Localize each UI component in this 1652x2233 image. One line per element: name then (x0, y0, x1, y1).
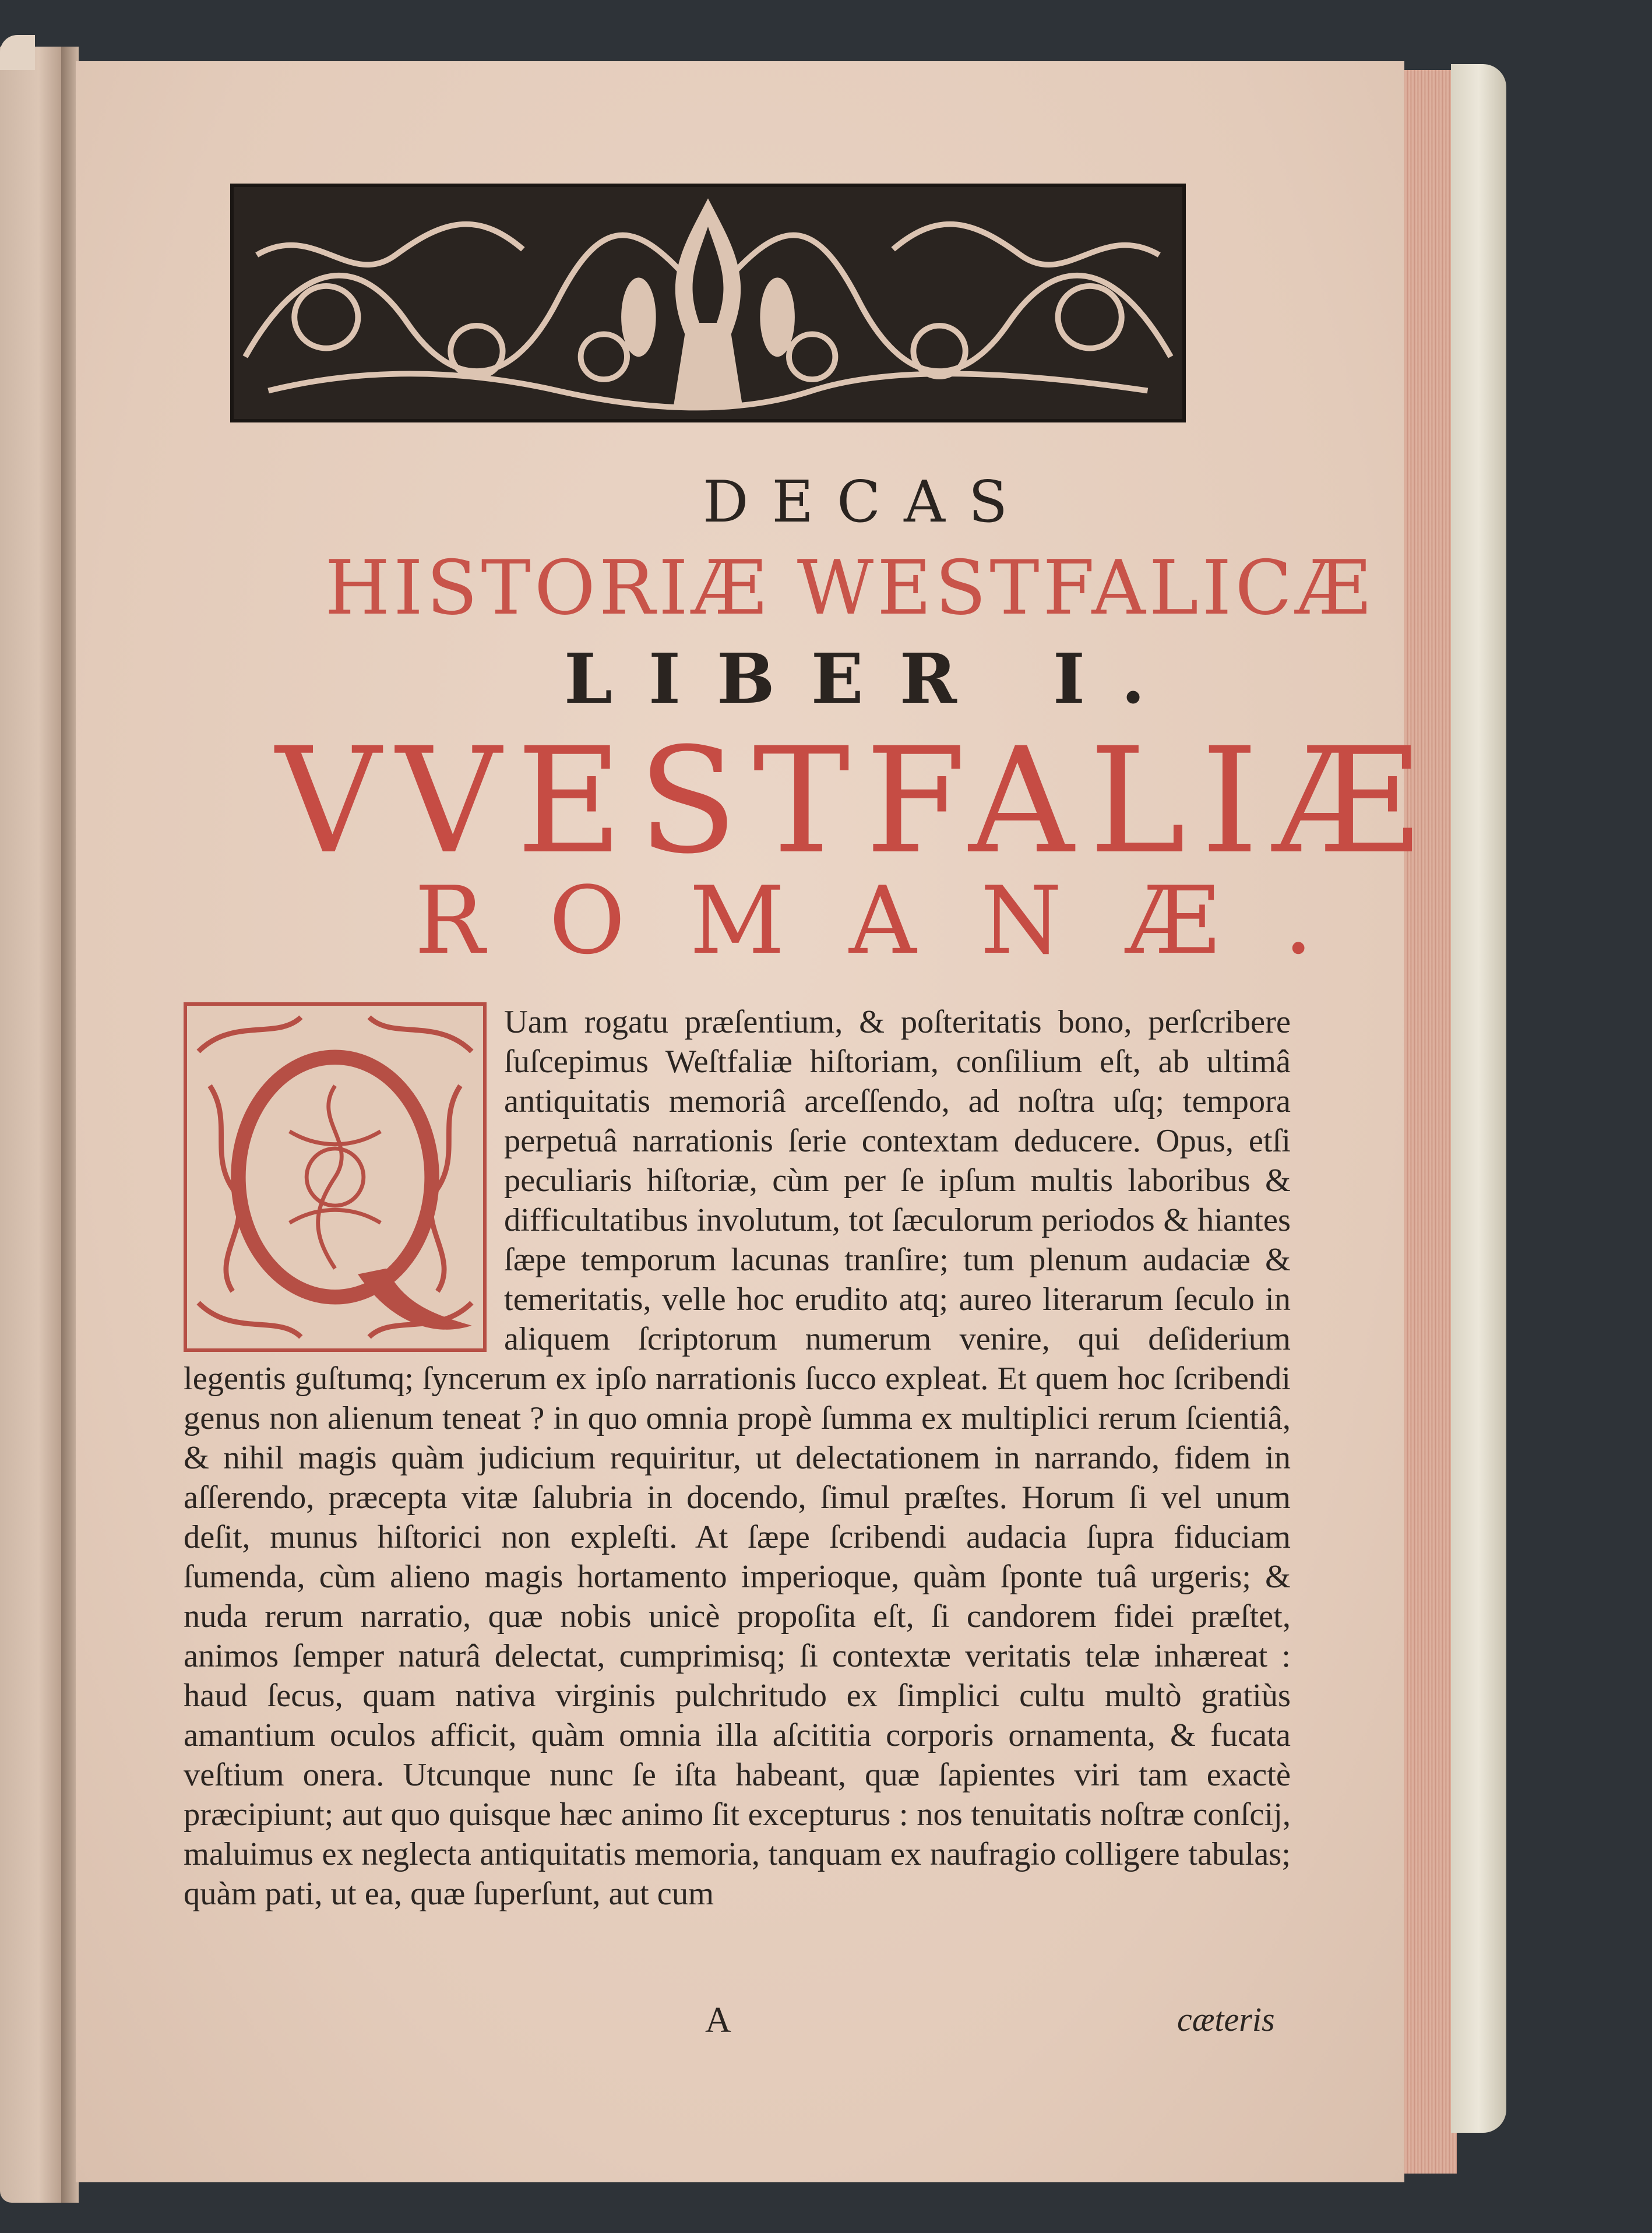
vellum-cover (1451, 64, 1506, 2133)
body-paragraph (184, 1002, 1291, 1914)
title-romanae: ROMANÆ. (414, 866, 1378, 975)
catchword: cæteris (1177, 2000, 1275, 2038)
body-text-content: Uam rogatu præſentium, & poſteritatis bono, perſcribere ſuſcepimus Weſtfaliæ hiſtoriam, conſilium eſt, ab ultimâ antiquitatis memoriâ arceſſendo, ad noſtra uſq; tempora perpetuâ narrationis ſerie contextam deducere. Opus, etſi peculiaris hiſtoriæ, cùm per ſe ipſum multis laboribus & difficultatibus involutum, tot ſæculorum periodos & hiantes ſæpe temporum lacunas tranſire; tum plenum audaciæ & temeritatis, velle hoc erudito atq; aureo literarum ſeculo in aliquem ſcriptorum numerum venire, qui deſiderium legentis guſtumq; ſyncerum ex ipſo narrationis ſucco expleat. Et quem hoc ſcribendi genus non alienum teneat ? in quo omnia propè ſumma ex multiplici rerum ſcientiâ, & nihil magis quàm judicium requiritur, ut delectationem in narrando, fidem in aſſerendo, præcepta vitæ ſalubria in docendo, ſimul præſtes. Horum ſi vel unum deſit, munus hiſtorici non expleſti. At ſæpe ſcribendi audacia ſupra fiduciam ſumenda, cùm alieno magis hortamento imperioque, quàm ſponte tuâ urgeris; & nuda rerum narratio, quæ nobis unicè propoſita eſt, ſi candorem fidei præſtet, animos ſemper naturâ delectat, cumprimisq; ſi contextæ veritatis telæ inhæreat : haud ſecus, quam nativa virginis pulchritudo ex ſimplici cultu multò gratiùs amantium oculos afficit, quàm omnia illa aſcititia corporis ornamenta, & fucata veſtium onera. Utcunque nunc ſe iſta habeant, quæ ſapientes viri tam exactè præcipiunt; aut quo quisque hæc animo ſit excepturus : nos tenuitatis noſtræ conſcij, maluimus ex neglecta antiquitatis memoria, tanquam ex naufragio colligere tabulas; quàm pati, ut ea, quæ ſuperſunt, aut cum (184, 1004, 1291, 1912)
floral-headpiece-ornament (230, 184, 1186, 422)
page-edges (1404, 70, 1457, 2174)
left-page-corner (0, 35, 35, 70)
title-westfaliae: VVESTFALIÆ (276, 716, 1435, 886)
initial-spacer (184, 1002, 504, 1359)
title-historiae-westfalicae: HISTORIÆ WESTFALICÆ (325, 545, 1374, 632)
left-page-edge (0, 47, 64, 2203)
title-decas: DECAS (702, 469, 1031, 536)
title-liber: LIBER I. (563, 638, 1182, 719)
signature-mark: A (705, 2000, 731, 2040)
